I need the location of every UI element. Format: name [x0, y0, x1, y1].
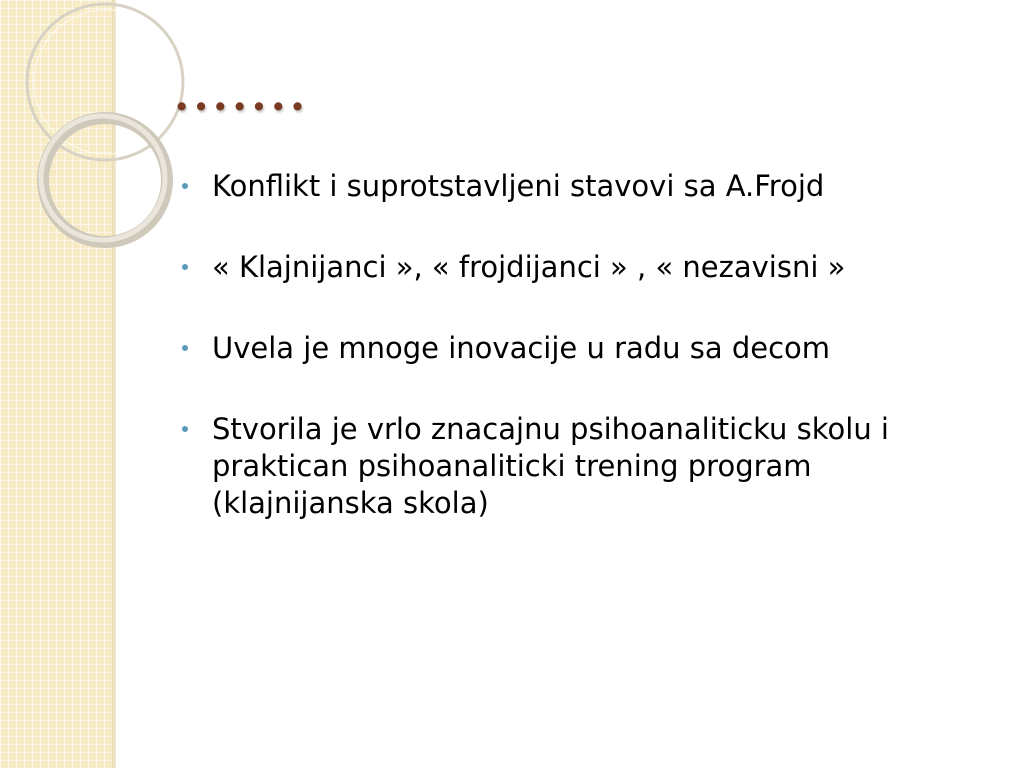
- bullet-dot-icon: [182, 264, 188, 270]
- bullet-dot-icon: [182, 183, 188, 189]
- bullet-text: Konflikt i suprotstavljeni stavovi sa A.Frojd: [212, 169, 825, 203]
- bullet-item: [180, 168, 995, 205]
- bullet-list: [180, 168, 995, 566]
- lower-ring-highlight: [41, 116, 165, 240]
- upper-ring: [27, 4, 183, 160]
- upper-ring-highlight: [34, 10, 178, 154]
- decorative-rings: [0, 0, 200, 260]
- bullet-dot-icon: [182, 426, 188, 432]
- bullet-text: Stvorila je vrlo znacajnu psihoanaliticku skolu i praktican psihoanaliticki trening program (klajnijanska skola): [212, 412, 889, 520]
- bullet-item: [180, 411, 995, 522]
- bullet-text: « Klajnijanci », « frojdijanci » , « nezavisni »: [212, 250, 846, 284]
- bullet-item: [180, 330, 995, 367]
- bullet-text: Uvela je mnoge inovacije u radu sa decom: [212, 331, 831, 365]
- slide-title: .......: [174, 70, 310, 121]
- bullet-item: [180, 249, 995, 286]
- bullet-dot-icon: [182, 345, 188, 351]
